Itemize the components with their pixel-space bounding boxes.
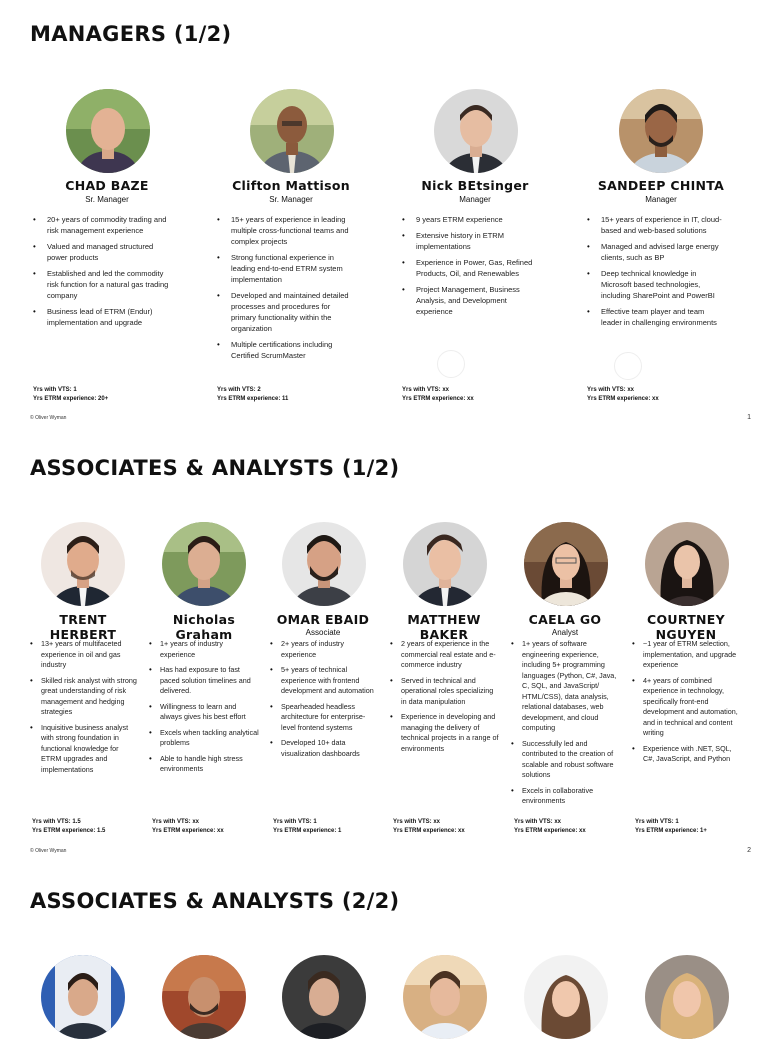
placeholder-circle	[437, 350, 465, 378]
slide-title: MANAGERS (1/2)	[30, 22, 232, 46]
person-name: Nick BEtsinger	[421, 178, 529, 193]
yrs-etrm-experience: Yrs ETRM experience: 1	[273, 828, 342, 834]
bullet-item: • 2 years of experience in the commercial real estate and e-commerce industry	[390, 639, 500, 671]
experience-stats	[273, 818, 341, 836]
bullet-item: • 9 years ETRM experience	[402, 214, 542, 225]
experience-stats	[635, 818, 707, 836]
profile-photo	[403, 955, 487, 1039]
bullet-item: • 1+ years of industry experience	[149, 639, 259, 660]
bullet-list	[217, 214, 357, 366]
yrs-with-vts: Yrs with VTS: xx	[152, 819, 200, 825]
yrs-etrm-experience: Yrs ETRM experience: xx	[587, 396, 659, 402]
bullet-item: • 5+ years of technical experience with frontend development and automation	[270, 665, 380, 697]
bullet-list	[270, 639, 380, 764]
bullet-item: • Valued and managed structured power products	[33, 241, 173, 263]
person-name: CAELA GO	[528, 612, 602, 627]
person-name: CHAD BAZE	[65, 178, 149, 193]
bullet-item: • 15+ years of experience in leading multiple cross-functional teams and complex projects	[217, 214, 357, 247]
yrs-etrm-experience: Yrs ETRM experience: 1+	[635, 828, 707, 834]
experience-stats	[587, 386, 659, 404]
bullet-item: • Developed and maintained detailed processes and procedures for primary functionality within the organization	[217, 290, 357, 334]
profile-photo	[524, 955, 608, 1039]
bullet-list	[511, 639, 621, 812]
bullet-item: • Effective team player and team leader in challenging environments	[587, 306, 727, 328]
profile-photo	[645, 522, 729, 606]
experience-stats	[393, 818, 465, 836]
bullet-list	[33, 214, 173, 333]
profile-photo	[162, 955, 246, 1039]
bullet-item: • 15+ years of experience in IT, cloud-based and web-based solutions	[587, 214, 727, 236]
bullet-item: • Deep technical knowledge in Microsoft based technologies, including SharePoint and PowerBI	[587, 268, 727, 301]
person-name: TRENT HERBERT	[49, 612, 117, 642]
bullet-item: • Excels in collaborative environments	[511, 786, 621, 807]
person-name: Nicholas Graham	[172, 612, 236, 642]
profile-photo	[41, 522, 125, 606]
person-role: Sr. Manager	[269, 195, 313, 204]
experience-stats	[32, 818, 105, 836]
profile-photo	[282, 955, 366, 1039]
profile-photo	[162, 522, 246, 606]
page-number: 2	[747, 847, 751, 854]
profile-photo	[282, 522, 366, 606]
yrs-with-vts: Yrs with VTS: 1.5	[32, 819, 81, 825]
bullet-item: • Experience in Power, Gas, Refined Products, Oil, and Renewables	[402, 257, 542, 279]
yrs-with-vts: Yrs with VTS: xx	[587, 387, 635, 393]
bullet-item: • Strong functional experience in leading end-to-end ETRM system implementation	[217, 252, 357, 285]
yrs-etrm-experience: Yrs ETRM experience: xx	[514, 828, 586, 834]
slide-title: ASSOCIATES & ANALYSTS (2/2)	[30, 889, 400, 913]
person-name: COURTNEY NGUYEN	[647, 612, 725, 642]
bullet-item: • Able to handle high stress environments	[149, 754, 259, 775]
slide-associates-analysts-2	[0, 867, 768, 1024]
bullet-item: • ~1 year of ETRM selection, implementation, and upgrade experience	[632, 639, 742, 671]
bullet-item: • 13+ years of multifaceted experience in oil and gas industry	[30, 639, 140, 671]
experience-stats	[152, 818, 224, 836]
profile-photo	[250, 89, 334, 173]
yrs-etrm-experience: Yrs ETRM experience: 20+	[33, 396, 109, 402]
yrs-etrm-experience: Yrs ETRM experience: 1.5	[32, 828, 106, 834]
bullet-item: • Spearheaded headless architecture for enterprise-level frontend systems	[270, 702, 380, 734]
bullet-item: • Established and led the commodity risk function for a natural gas trading company	[33, 268, 173, 301]
person-name: SANDEEP CHINTA	[597, 178, 725, 193]
copyright: © Oliver Wyman	[30, 848, 67, 854]
page-number: 1	[747, 414, 751, 421]
bullet-item: • 2+ years of industry experience	[270, 639, 380, 660]
yrs-with-vts: Yrs with VTS: 1	[635, 819, 679, 825]
bullet-list	[632, 639, 742, 770]
person-role: Manager	[459, 195, 491, 204]
yrs-etrm-experience: Yrs ETRM experience: xx	[152, 828, 224, 834]
bullet-list	[30, 639, 140, 780]
bullet-list	[390, 639, 500, 759]
person-role: Associate	[305, 628, 341, 637]
bullet-item: • Has had exposure to fast paced solution timelines and delivered.	[149, 665, 259, 697]
bullet-item: • Successfully led and contributed to the creation of scalable and robust software solutions	[511, 739, 621, 781]
bullet-item: • Willingness to learn and always gives his best effort	[149, 702, 259, 723]
bullet-item: • Developed 10+ data visualization dashboards	[270, 738, 380, 759]
experience-stats	[514, 818, 586, 836]
profile-photo	[524, 522, 608, 606]
profile-photo	[66, 89, 150, 173]
yrs-with-vts: Yrs with VTS: xx	[514, 819, 562, 825]
slide-managers	[0, 0, 768, 434]
yrs-etrm-experience: Yrs ETRM experience: 11	[217, 396, 289, 402]
yrs-with-vts: Yrs with VTS: 1	[273, 819, 317, 825]
bullet-item: • 4+ years of combined experience in technology, specifically front-end development and automation, and in technical and content writing	[632, 676, 742, 739]
bullet-item: • Business lead of ETRM (Endur) implementation and upgrade	[33, 306, 173, 328]
bullet-item: • Experience in developing and managing the delivery of technical projects in a range of environments	[390, 712, 500, 754]
slide-associates-analysts-1	[0, 434, 768, 867]
yrs-etrm-experience: Yrs ETRM experience: xx	[393, 828, 465, 834]
copyright: © Oliver Wyman	[30, 415, 67, 421]
bullet-item: • 1+ years of software engineering experience, including 5+ programming languages (Python, C#, Java, C, SQL, and JavaScript/ HTML/CSS), data analysis, relational databases, web development, and cloud computing	[511, 639, 621, 734]
experience-stats	[33, 386, 108, 404]
bullet-item: • Managed and advised large energy clients, such as BP	[587, 241, 727, 263]
bullet-list	[402, 214, 542, 322]
experience-stats	[402, 386, 474, 404]
bullet-item: • Extensive history in ETRM implementations	[402, 230, 542, 252]
bullet-item: • Served in technical and operational roles specializing in data manipulation	[390, 676, 500, 708]
person-role: Analyst	[551, 628, 579, 637]
bullet-item: • Experience with .NET, SQL, C#, JavaScript, and Python	[632, 744, 742, 765]
yrs-with-vts: Yrs with VTS: 2	[217, 387, 261, 393]
bullet-item: • Multiple certifications including Certified ScrumMaster	[217, 339, 357, 361]
profile-photo	[645, 955, 729, 1039]
bullet-item: • Inquisitive business analyst with strong foundation in functional knowledge for ETRM upgrades and implementations	[30, 723, 140, 776]
bullet-list	[149, 639, 259, 780]
yrs-etrm-experience: Yrs ETRM experience: xx	[402, 396, 474, 402]
person-name: Clifton Mattison	[232, 178, 350, 193]
person-name: OMAR EBAID	[276, 612, 370, 627]
person-name: MATTHEW BAKER	[407, 612, 481, 642]
bullet-item: • Skilled risk analyst with strong great understanding of risk management and hedging strategies	[30, 676, 140, 718]
profile-photo	[434, 89, 518, 173]
person-role: Manager	[645, 195, 677, 204]
bullet-item: • Project Management, Business Analysis, and Development experience	[402, 284, 542, 317]
bullet-list	[587, 214, 727, 333]
yrs-with-vts: Yrs with VTS: xx	[393, 819, 441, 825]
bullet-item: • Excels when tackling analytical problems	[149, 728, 259, 749]
experience-stats	[217, 386, 288, 404]
bullet-item: • 20+ years of commodity trading and risk management experience	[33, 214, 173, 236]
person-role: Sr. Manager	[85, 195, 129, 204]
profile-photo	[619, 89, 703, 173]
slide-title: ASSOCIATES & ANALYSTS (1/2)	[30, 456, 400, 480]
profile-photo	[41, 955, 125, 1039]
yrs-with-vts: Yrs with VTS: xx	[402, 387, 450, 393]
profile-photo	[403, 522, 487, 606]
placeholder-circle	[614, 352, 642, 380]
yrs-with-vts: Yrs with VTS: 1	[33, 387, 77, 393]
